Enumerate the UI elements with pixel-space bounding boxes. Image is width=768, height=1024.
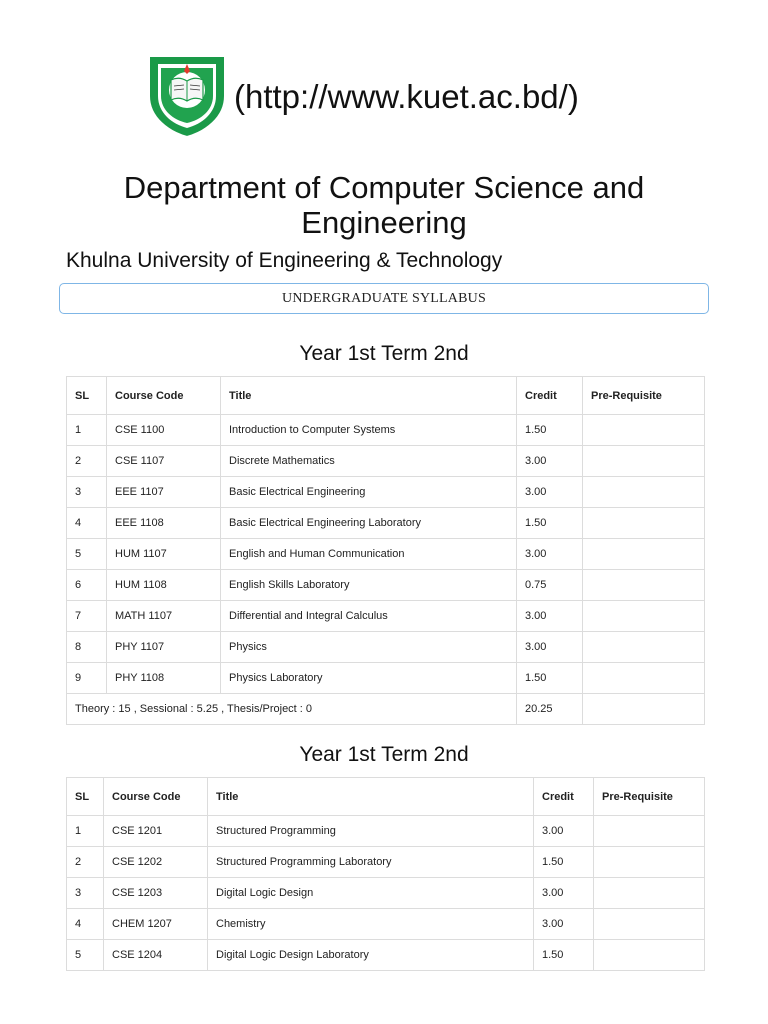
- cell-sl: 6: [67, 570, 107, 601]
- cell-prerequisite: [583, 632, 705, 663]
- summary-row: [67, 694, 705, 725]
- header-title: Title: [208, 778, 534, 816]
- cell-prerequisite: [594, 909, 705, 940]
- cell-sl: 9: [67, 663, 107, 694]
- table-row: [67, 446, 705, 477]
- cell-credit: 1.50: [534, 847, 594, 878]
- cell-prerequisite: [583, 477, 705, 508]
- summary-prerequisite: [583, 694, 705, 725]
- header-credit: Credit: [534, 778, 594, 816]
- cell-credit: 3.00: [517, 601, 583, 632]
- website-url[interactable]: (http://www.kuet.ac.bd/): [234, 78, 579, 115]
- summary-text: Theory : 15 , Sessional : 5.25 , Thesis/Project : 0: [67, 694, 517, 725]
- page-header: [0, 0, 768, 140]
- table-header-row: [67, 377, 705, 415]
- table-row: [67, 570, 705, 601]
- table-row: [67, 477, 705, 508]
- cell-title: Discrete Mathematics: [221, 446, 517, 477]
- cell-credit: 3.00: [534, 816, 594, 847]
- cell-sl: 3: [67, 477, 107, 508]
- cell-title: Digital Logic Design: [208, 878, 534, 909]
- table1-title: Year 1st Term 2nd: [299, 342, 469, 365]
- table2-title: Year 1st Term 2nd: [299, 743, 469, 766]
- cell-prerequisite: [583, 570, 705, 601]
- cell-prerequisite: [594, 847, 705, 878]
- cell-title: Structured Programming Laboratory: [208, 847, 534, 878]
- table-row: [67, 878, 705, 909]
- cell-credit: 3.00: [517, 539, 583, 570]
- cell-title: Physics: [221, 632, 517, 663]
- cell-title: Digital Logic Design Laboratory: [208, 940, 534, 971]
- page-title: Department of Computer Science and Engineering: [123, 170, 645, 240]
- table-header-row: [67, 778, 705, 816]
- table-row: [67, 940, 705, 971]
- cell-course-code: CSE 1201: [104, 816, 208, 847]
- header-title: Title: [221, 377, 517, 415]
- header-prerequisite: Pre-Requisite: [583, 377, 705, 415]
- cell-sl: 4: [67, 909, 104, 940]
- cell-credit: 3.00: [517, 477, 583, 508]
- cell-credit: 3.00: [517, 446, 583, 477]
- cell-title: Physics Laboratory: [221, 663, 517, 694]
- table-row: [67, 539, 705, 570]
- cell-credit: 3.00: [517, 632, 583, 663]
- cell-course-code: HUM 1107: [107, 539, 221, 570]
- header-prerequisite: Pre-Requisite: [594, 778, 705, 816]
- cell-course-code: CSE 1107: [107, 446, 221, 477]
- cell-prerequisite: [583, 508, 705, 539]
- cell-prerequisite: [594, 878, 705, 909]
- cell-course-code: CSE 1202: [104, 847, 208, 878]
- header-course-code: Course Code: [104, 778, 208, 816]
- cell-credit: 1.50: [517, 415, 583, 446]
- kuet-logo-icon: [147, 52, 227, 138]
- course-table-term2: [66, 777, 705, 971]
- cell-title: Structured Programming: [208, 816, 534, 847]
- table-row: [67, 663, 705, 694]
- cell-sl: 4: [67, 508, 107, 539]
- cell-sl: 5: [67, 940, 104, 971]
- cell-title: Differential and Integral Calculus: [221, 601, 517, 632]
- cell-title: English and Human Communication: [221, 539, 517, 570]
- cell-sl: 1: [67, 415, 107, 446]
- table-row: [67, 909, 705, 940]
- cell-course-code: PHY 1108: [107, 663, 221, 694]
- university-name: Khulna University of Engineering & Technology: [66, 249, 503, 272]
- cell-course-code: CSE 1100: [107, 415, 221, 446]
- header-sl: SL: [67, 377, 107, 415]
- cell-sl: 1: [67, 816, 104, 847]
- cell-sl: 2: [67, 446, 107, 477]
- table-row: [67, 601, 705, 632]
- cell-title: Introduction to Computer Systems: [221, 415, 517, 446]
- header-course-code: Course Code: [107, 377, 221, 415]
- cell-sl: 8: [67, 632, 107, 663]
- cell-prerequisite: [583, 601, 705, 632]
- course-table-term1: [66, 376, 705, 725]
- cell-course-code: CSE 1204: [104, 940, 208, 971]
- cell-credit: 3.00: [534, 878, 594, 909]
- cell-course-code: EEE 1108: [107, 508, 221, 539]
- header-credit: Credit: [517, 377, 583, 415]
- cell-credit: 0.75: [517, 570, 583, 601]
- cell-title: Chemistry: [208, 909, 534, 940]
- cell-course-code: CHEM 1207: [104, 909, 208, 940]
- cell-title: English Skills Laboratory: [221, 570, 517, 601]
- cell-credit: 1.50: [534, 940, 594, 971]
- cell-sl: 7: [67, 601, 107, 632]
- cell-credit: 1.50: [517, 508, 583, 539]
- cell-prerequisite: [594, 940, 705, 971]
- cell-sl: 2: [67, 847, 104, 878]
- summary-credit: 20.25: [517, 694, 583, 725]
- cell-title: Basic Electrical Engineering Laboratory: [221, 508, 517, 539]
- cell-title: Basic Electrical Engineering: [221, 477, 517, 508]
- cell-sl: 5: [67, 539, 107, 570]
- header-sl: SL: [67, 778, 104, 816]
- syllabus-banner: UNDERGRADUATE SYLLABUS: [59, 283, 709, 314]
- cell-prerequisite: [583, 663, 705, 694]
- cell-course-code: MATH 1107: [107, 601, 221, 632]
- table-row: [67, 816, 705, 847]
- cell-course-code: PHY 1107: [107, 632, 221, 663]
- cell-credit: 3.00: [534, 909, 594, 940]
- table-row: [67, 415, 705, 446]
- cell-prerequisite: [583, 446, 705, 477]
- cell-credit: 1.50: [517, 663, 583, 694]
- cell-sl: 3: [67, 878, 104, 909]
- table-row: [67, 632, 705, 663]
- table-row: [67, 508, 705, 539]
- cell-course-code: EEE 1107: [107, 477, 221, 508]
- cell-course-code: CSE 1203: [104, 878, 208, 909]
- cell-course-code: HUM 1108: [107, 570, 221, 601]
- cell-prerequisite: [583, 415, 705, 446]
- cell-prerequisite: [583, 539, 705, 570]
- cell-prerequisite: [594, 816, 705, 847]
- table-row: [67, 847, 705, 878]
